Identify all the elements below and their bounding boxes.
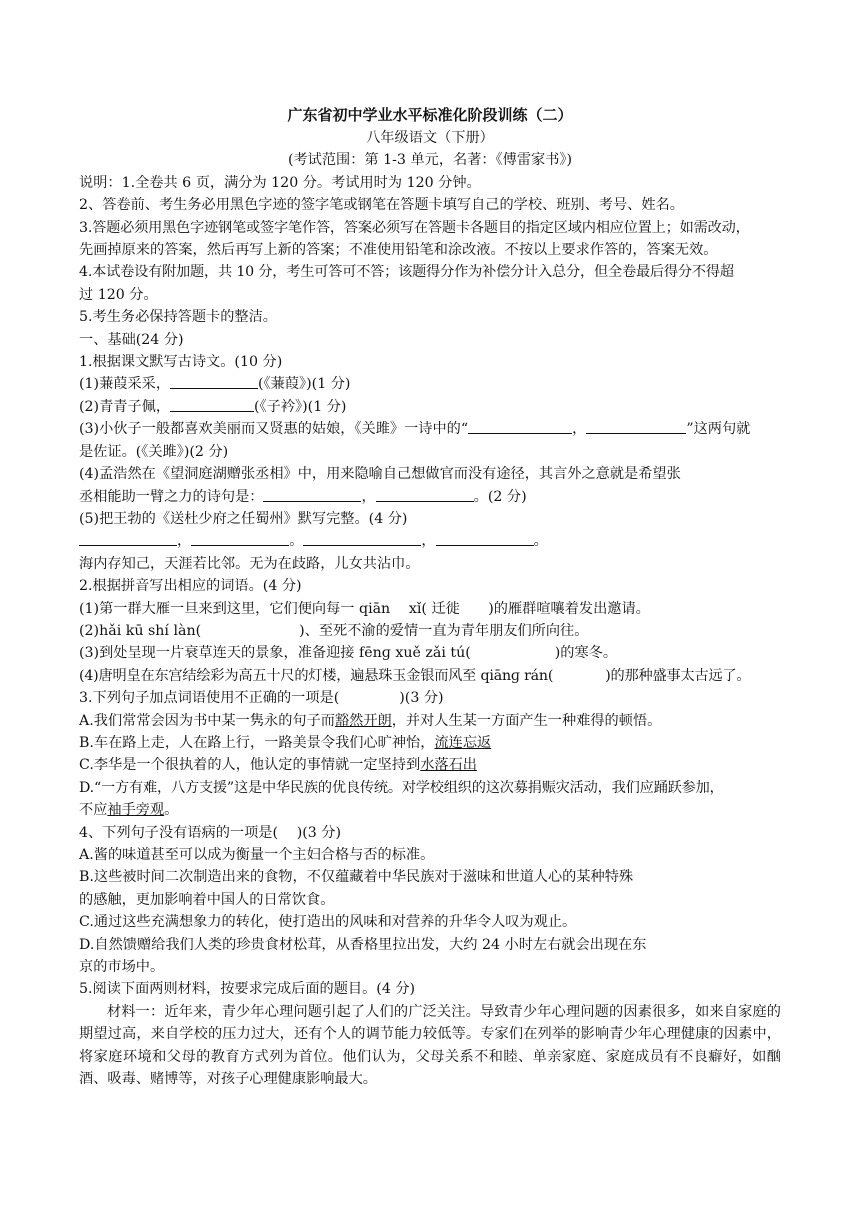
question-1-item-5-poem: 海内存知己，天涯若比邻。无为在歧路，儿女共沾巾。 [79, 555, 420, 572]
question-4-option-b-cont: 的感触，更加影响着中国人的日常饮食。 [79, 891, 335, 908]
question-2-item-1: (1)第一群大雁一旦来到这里，它们便向每一 qiān xǐ( 迁徙 )的雁群喧嚷着发出邀请。 [79, 600, 650, 617]
question-1-item-1: (1)蒹葭采采， (《蒹葭》)(1 分) [79, 373, 781, 395]
question-5-stem: 5.阅读下面两则材料，按要求完成后面的题目。(4 分) [79, 981, 416, 998]
answer-blank[interactable] [468, 418, 572, 434]
underlined-term: 豁然开朗 [334, 712, 392, 729]
exam-subtitle: 八年级语文（下册） [366, 130, 494, 146]
question-3-option-c: C.李华是一个很执着的人，他认定的事情就一定坚持到水落石出 [79, 757, 477, 774]
answer-blank[interactable] [436, 530, 534, 546]
question-3-stem: 3.下列句子加点词语使用不正确的一项是( )(3 分) [79, 690, 444, 707]
answer-blank[interactable] [376, 486, 474, 502]
instruction-4a: 4.本试卷设有附加题，共 10 分，考生可答可不答；该题得分作为补偿分计入总分，但全卷最后得分不得超 [79, 264, 734, 281]
question-1-item-4-cont: 丞相能助一臂之力的诗句是： ， 。(2 分) [79, 486, 781, 508]
question-4-option-d: D.自然馈赠给我们人类的珍贵食材松茸，从香格里拉出发，大约 24 小时左右就会出现在东 [79, 936, 647, 953]
answer-blank[interactable] [170, 373, 258, 389]
question-4-option-b: B.这些被时间二次制造出来的食物，不仅蕴藏着中华民族对于滋味和世道人心的某种特殊 [79, 869, 634, 886]
question-1-item-3: (3)小伙子一般都喜欢美丽而又贤惠的姑娘，《关雎》一诗中的“ ， ”这两句就 [79, 418, 781, 440]
answer-blank[interactable] [303, 530, 421, 546]
question-2-stem: 2.根据拼音写出相应的词语。(4 分) [79, 578, 302, 595]
question-1-item-5-blanks: ， 。 ， 。 [79, 530, 781, 552]
instruction-2: 2、答卷前、考生务必用黑色字迹的签字笔或钢笔在答题卡填写自己的学校、班别、考号、姓名。 [79, 197, 684, 214]
question-1-item-2: (2)青青子佩， (《子衿》)(1 分) [79, 396, 781, 418]
question-1-item-5: (5)把王勃的《送杜少府之任蜀州》默写完整。(4 分) [79, 510, 408, 527]
material-one: 材料一：近年来，青少年心理问题引起了人们的广泛关注。导致青少年心理问题的因素很多，如来自家庭的期望过高，来自学校的压力过大，还有个人的调节能力较低等。专家们在列举的影响青少年心理健康的因素中，将家庭环境和父母的教育方式列为首位。他们认为，父母关系不和睦、单亲家庭、家庭成员有不良癖好，如酗酒、吸毒、赌博等，对孩子心理健康影响最大。 [79, 1003, 781, 1088]
instruction-3a: 3.答题必须用黑色字迹钢笔或签字笔作答，答案必须写在答题卡各题目的指定区域内相应位置上；如需改动， [79, 219, 750, 236]
instruction-3b: 先画掉原来的答案，然后再写上新的答案；不准使用铅笔和涂改液。不按以上要求作答的，答案无效。 [79, 242, 718, 259]
instruction-1: 说明：1.全卷共 6 页，满分为 120 分。考试用时为 120 分钟。 [79, 174, 481, 191]
exam-title: 广东省初中学业水平标准化阶段训练（二） [287, 106, 573, 124]
answer-blank[interactable] [586, 418, 686, 434]
underlined-term: 流连忘返 [434, 734, 492, 751]
question-3-option-a: A.我们常常会因为书中某一隽永的句子而豁然开朗，并对人生某一方面产生一种难得的顿悟。 [79, 712, 662, 729]
answer-blank[interactable] [263, 486, 361, 502]
question-4-option-d-cont: 京的市场中。 [79, 959, 165, 976]
answer-blank[interactable] [191, 530, 289, 546]
question-3-option-b: B.车在路上走，人在路上行，一路美景令我们心旷神怡，流连忘返 [79, 734, 492, 751]
underlined-term: 水落石出 [420, 757, 477, 774]
question-2-item-4: (4)唐明皇在东宫结绘彩为高五十尺的灯楼，遍悬珠玉金银而风至 qiānɡ rán( )的那种盛事太古远了。 [79, 667, 751, 684]
question-1-item-4: (4)孟浩然在《望洞庭湖赠张丞相》中，用来隐喻自己想做官而没有途径，其言外之意就是希望张 [79, 466, 681, 483]
instruction-4b: 过 120 分。 [79, 286, 158, 303]
answer-blank[interactable] [79, 530, 177, 546]
underlined-term: 袖手旁观 [107, 802, 165, 819]
instruction-5: 5.考生务必保持答题卡的整洁。 [79, 309, 277, 326]
exam-scope: (考试范围：第 1-3 单元，名著：《傅雷家书》) [287, 152, 573, 169]
question-1-item-3-cont: 是佐证。(《关雎》)(2 分) [79, 443, 229, 460]
question-4-option-a: A.酱的味道甚至可以成为衡量一个主妇合格与否的标准。 [79, 847, 435, 863]
answer-blank[interactable] [170, 396, 254, 412]
section-heading: 一、基础(24 分) [79, 331, 184, 348]
question-1-stem: 1.根据课文默写古诗文。(10 分) [79, 354, 283, 371]
question-3-option-d-cont: 不应袖手旁观。 [79, 802, 179, 819]
question-4-stem: 4、下列句子没有语病的一项是( )(3 分) [79, 824, 342, 841]
exam-page [79, 104, 781, 1090]
question-2-item-2: (2)hǎi kū shí làn( )、至死不渝的爱情一直为青年朋友们所向往。 [79, 622, 589, 639]
question-2-item-3: (3)到处呈现一片衰草连天的景象，准备迎接 fēnɡ xuě zǎi tú( )的寒冬。 [79, 645, 618, 662]
question-4-option-c: C.通过这些充满想象力的转化，使打造出的风味和对营养的升华令人叹为观止。 [79, 914, 577, 931]
question-3-option-d: D.“一方有难，八方支援”这是中华民族的优良传统。对学校组织的这次募捐赈灾活动，我们应踊跃参加， [79, 779, 724, 796]
